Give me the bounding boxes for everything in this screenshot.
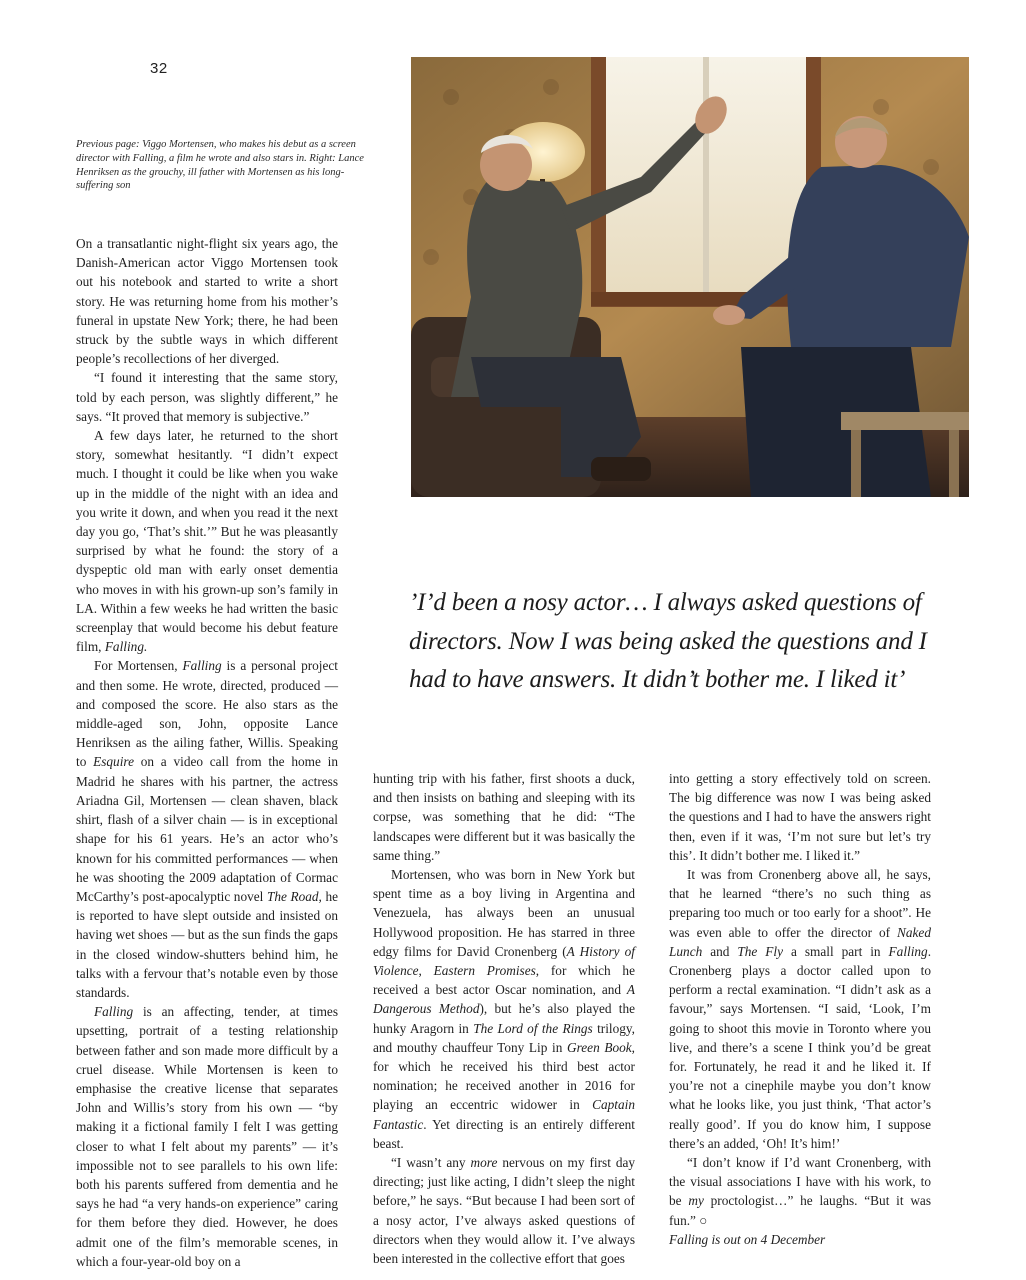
film-title: The Lord of the Rings (473, 1020, 593, 1036)
film-title: The Fly (737, 943, 784, 959)
text-run: is a personal project and then some. He wrote, directed, produced — and composed the score. He also stars as the middle-aged son, John, opposite Lance Henriksen as the ailing father, Willis. Speaking to (76, 658, 338, 770)
article-column-2 (373, 769, 635, 1268)
text-run: It was from Cronenberg above all, he says, that he learned “there’s no such thing as preparing too much or too early for a shoot”. He was even able to offer the director of (669, 867, 931, 940)
paragraph: On a transatlantic night-flight six years ago, the Danish-American actor Viggo Mortensen took out his notebook and started to write a short story. He was returning home from his mother’s funeral in upstate New York; there, he had been struck by the subtle ways in which different people’s recollections of her diverged. (76, 236, 338, 367)
text-run: , (418, 963, 422, 979)
book-title: The Road, (266, 888, 322, 904)
stool-leg (851, 430, 861, 497)
text-run: . Yet directing is an entirely different beast. (373, 1116, 635, 1151)
text-run: on a video call from the home in Madrid he shares with his partner, the actress Ariadna Gil, Mortensen — clean shaven, black shirt, flash of a silver chain — is in exceptional shape for his 61 years. He’s an actor who’s known for his committed performances — when he was shooting the 2009 adaptation of Cormac McCarthy’s post-apocalyptic novel (76, 754, 338, 904)
text-run: Mortensen, who was born in New York but spent time as a boy living in Argentina and Venezuela, has always been an unusual Hollywood proposition. He has starred in three edgy films for David Cronenberg ( (373, 867, 635, 959)
paragraph (669, 1153, 931, 1230)
film-title: Falling (888, 943, 928, 959)
text-run: is an affecting, tender, at times upsetting, portrait of a testing relationship between father and son made more difficult by a cruel disease. While Mortensen is keen to emphasise the creative license that separates John and Willis’s story from his own — “by making it a fictional family I felt I was getting closer to what I felt about my parents” — it’s impossible not to see parallels to his own life: both his parents suffered from dementia and he says he had “a very hands-on experience” caring for them before they died. However, he does admit one of the film’s memorable scenes, in which a four-year-old boy on a (76, 1004, 338, 1269)
text-run: nervous on my first day directing; just like acting, I didn’t sleep the night before,” he says. “But because I had been sort of a nosy actor, I’ve always asked questions of directors when they would allow it. I’ve always been interested in the collective effort that goes (373, 1155, 636, 1267)
pull-quote-text: ’I’d been a nosy actor… I always asked questions of directors. Now I was being asked the questions and I had to have answers. It didn’t bother me. I liked it’ (409, 589, 927, 693)
paragraph (373, 1153, 635, 1268)
text-run: , for which he received his third best actor nomination; he received another in 2016 for playing an eccentric widower in (373, 1039, 635, 1113)
paragraph (373, 865, 635, 1153)
film-title: Falling. (104, 639, 148, 655)
paragraph (76, 426, 338, 656)
son-stool-seat (841, 412, 969, 430)
text-run: trilogy, and mouthy chauffeur Tony Lip in (373, 1020, 635, 1055)
text-run: a small part in (790, 943, 881, 959)
film-still-illustration (411, 57, 969, 497)
film-title: A Dangerous Method (373, 982, 636, 1017)
film-title: Falling (182, 658, 222, 674)
paragraph (76, 656, 338, 1002)
text-run: A few days later, he returned to the short story, somewhat hesitantly. “I didn’t expect much. I thought it could be like when you wake up in the middle of the night with an idea and you write it down, and when you read it the next day you go, ‘That’s shit.’” But he was pleasantly surprised by what he found: the story of a dyspeptic old man with early onset dementia who moves in with his grown-up son’s family in LA. Within a few weeks he had written the basic screenplay that would become his debut feature film, (76, 428, 338, 655)
film-title: Captain Fantastic (373, 1097, 635, 1132)
text-run: , for which he received a best actor Oscar nomination, and (373, 963, 635, 998)
paragraph (669, 865, 931, 1153)
release-byline: Falling is out on 4 December (669, 1231, 826, 1247)
old-man-boot (591, 457, 651, 481)
film-title: Falling (94, 1004, 134, 1020)
text-run: and (710, 943, 730, 959)
text-run: “I don’t know if I’d want Cronenberg, with the visual associations I have with his work, to be (669, 1155, 931, 1209)
text-run: “I wasn’t any (391, 1155, 466, 1171)
film-title: Eastern Promises (433, 963, 536, 979)
magazine-title: Esquire (93, 754, 134, 770)
article-column-3 (669, 769, 931, 1249)
text-run: ), but he’s also played the hunky Aragorn in (373, 1001, 636, 1036)
film-title: Naked Lunch (669, 924, 931, 959)
photo-caption (76, 138, 376, 193)
paragraph: into getting a story effectively told on screen. The big difference was now I was being asked the questions and I had to have the answers right then, even if it was, ‘I’m not sure but let’s try this’. It didn’t bother me. I liked it.” (669, 771, 931, 863)
emphasis: more (470, 1155, 498, 1171)
stool-leg (949, 430, 959, 497)
text-run: . Cronenberg plays a doctor called upon to perform a rectal examination. “I didn’t ask as a favour,” says Mortensen. “I said, ‘Look, I’m going to shoot this movie in Toronto where you live, and there’s a scene I think you’d be great for. Fortunately, he read it and he liked it. If you’re not a cinephile maybe you don’t know what he looks like, you just think, ‘That actor’s really good’. If you do know him, I suppose there’s an added, ‘Oh! It’s him!’ (669, 943, 932, 1151)
film-title: A History of Violence (373, 943, 635, 979)
article-column-1 (76, 234, 338, 1271)
paragraph (76, 1002, 338, 1271)
text-run: he is reported to have slept outside and insisted on having wet shoes — but as the sun finds the gaps in the closed window-shutters behind him, he talks with a fervour that’s notable even by those standards. (76, 888, 338, 1000)
film-still-photo (411, 57, 969, 497)
window-mullion (703, 57, 709, 292)
text-run: proctologist…” he laughs. “But it was fun.” ○ (669, 1193, 931, 1228)
paragraph: hunting trip with his father, first shoots a duck, and then insists on bathing and sleeping with its corpse, was something that he did: “The landscapes were different but it was basically the same thing.” (373, 771, 635, 863)
film-title: Green Book (566, 1039, 632, 1055)
paragraph: “I found it interesting that the same story, told by each person, was slightly different,” he says. “It proved that memory is subjective.” (76, 370, 338, 424)
text-run: For Mortensen, (94, 658, 178, 674)
emphasis: my (688, 1193, 704, 1209)
pull-quote (409, 584, 969, 700)
caption-text: Previous page: Viggo Mortensen, who makes his debut as a screen director with Falling, a film he wrote and also stars in. Right: Lance Henriksen as the grouchy, ill father with Mortensen as his long-suffering son (76, 139, 364, 192)
page-number: 32 (150, 60, 168, 77)
son-hand (713, 305, 745, 325)
